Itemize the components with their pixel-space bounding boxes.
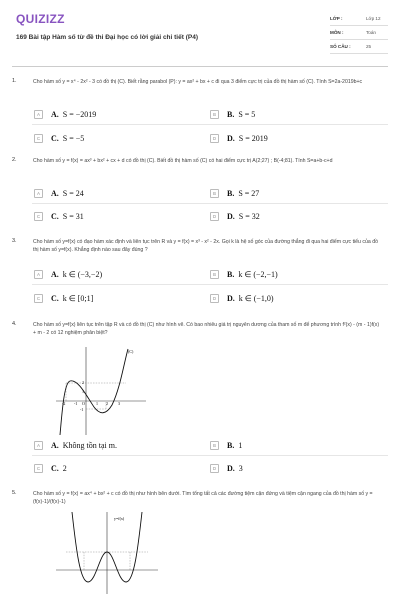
option-d[interactable] — [210, 208, 382, 224]
option-label: B. — [227, 109, 235, 119]
option-letter: C — [34, 212, 43, 221]
question-number: 1. — [12, 78, 17, 84]
option-label: C. — [51, 211, 59, 221]
option-letter: A — [34, 270, 43, 279]
option-label: D. — [227, 463, 235, 473]
meta-row-count — [330, 40, 388, 54]
meta-key: MÔN : — [330, 30, 344, 35]
option-a[interactable] — [34, 106, 206, 122]
option-divider — [32, 203, 388, 204]
option-value: k ∈ (−1,0) — [238, 293, 274, 303]
option-label: D. — [227, 133, 235, 143]
graph-label: y=f(x) — [114, 516, 125, 521]
question-text: Cho hàm số y=f(x) có đạo hàm xác định và liên tục trên R và y = f(x) = x³ - x² - 2x. Gọi k là hệ số góc của đường thẳng đi qua hai điểm cực tiểu của đồ thị hàm số y=f(x). Khẳng định nào sau đây đúng ? — [33, 239, 378, 253]
option-d[interactable] — [210, 130, 382, 146]
option-letter: A — [34, 441, 43, 450]
origin-label: O — [82, 401, 85, 406]
option-letter: D — [210, 212, 219, 221]
option-d[interactable] — [210, 290, 382, 306]
tick-label: 2 — [106, 401, 108, 406]
question-number: 4. — [12, 321, 17, 327]
question-text: Cho hàm số y = x⁴ - 2x² - 3 có đồ thị (C). Biết rằng parabol (P): y = ax² + bx + c đi qua 3 điểm cực trị của đồ thị hàm số (C). Tính S=2a-2019b+c — [33, 79, 363, 85]
header-divider — [12, 66, 388, 67]
option-label: C. — [51, 293, 59, 303]
option-label: C. — [51, 463, 59, 473]
tick-label: 3 — [118, 401, 120, 406]
option-letter: B — [210, 270, 219, 279]
option-value: k ∈ (−2,−1) — [238, 269, 278, 279]
graph-svg — [52, 343, 148, 439]
question-number: 3. — [12, 238, 17, 244]
meta-value: Lớp 12 — [366, 16, 381, 21]
option-label: C. — [51, 133, 59, 143]
option-value: 1 — [238, 440, 243, 450]
option-value: S = 31 — [62, 211, 84, 221]
option-value: S = 27 — [238, 188, 260, 198]
option-label: B. — [227, 440, 235, 450]
option-letter: D — [210, 134, 219, 143]
option-value: 2 — [62, 463, 67, 473]
option-letter: B — [210, 110, 219, 119]
option-letter: D — [210, 464, 219, 473]
question-number: 5. — [12, 490, 17, 496]
option-divider — [32, 124, 388, 125]
question-text: Cho hàm số y = f(x) = ax⁴ + bx² + c có đồ thị như hình bên dưới. Tìm tổng tất cả các đường tiệm cận đứng và tiệm cận ngang của đồ thị hàm số y = (f(x)-1)/(f(x)-1) — [33, 491, 373, 505]
option-a[interactable] — [34, 185, 206, 201]
meta-value: Toán — [366, 30, 376, 35]
worksheet-title: 169 Bài tập Hàm số từ đề thi Đại học có lời giải chi tiết (P4) — [16, 34, 198, 41]
option-value: S = −5 — [62, 133, 85, 143]
option-letter: A — [34, 189, 43, 198]
option-value: 3 — [238, 463, 243, 473]
option-value: S = 5 — [238, 109, 256, 119]
option-b[interactable] — [210, 437, 382, 453]
function-graph — [52, 508, 162, 596]
option-label: A. — [51, 188, 59, 198]
option-b[interactable] — [210, 266, 382, 282]
option-letter: B — [210, 441, 219, 450]
option-value: S = 32 — [238, 211, 260, 221]
tick-label: 1 — [96, 401, 98, 406]
function-graph — [52, 343, 148, 439]
option-value: S = 2019 — [238, 133, 268, 143]
option-a[interactable] — [34, 437, 206, 453]
tick-label: 1 — [82, 389, 84, 394]
option-letter: C — [34, 134, 43, 143]
meta-key: LỚP : — [330, 16, 343, 21]
tick-label: -1 — [80, 407, 84, 412]
meta-value: 25 — [366, 44, 372, 49]
question-number: 2. — [12, 157, 17, 163]
option-letter: B — [210, 189, 219, 198]
graph-svg — [52, 508, 162, 596]
option-value: k ∈ [0;1] — [62, 293, 94, 303]
graph-label: (C) — [128, 349, 134, 354]
option-label: B. — [227, 269, 235, 279]
option-value: S = 24 — [62, 188, 84, 198]
option-value: k ∈ (−3,−2) — [62, 269, 103, 279]
question-text: Cho hàm số y = f(x) = ax³ + bx² + cx + d có đồ thị (C). Biết đồ thị hàm số (C) có hai điểm cực trị A(2;27) ; B(-4;81). Tính S=a+b-c+d — [33, 158, 333, 164]
worksheet-header — [12, 10, 388, 62]
tick-label: -1 — [74, 401, 78, 406]
option-letter: C — [34, 464, 43, 473]
option-c[interactable] — [34, 460, 206, 476]
option-c[interactable] — [34, 290, 206, 306]
worksheet-meta — [330, 12, 388, 54]
option-d[interactable] — [210, 460, 382, 476]
tick-label: -2 — [62, 401, 66, 406]
option-label: B. — [227, 188, 235, 198]
option-label: A. — [51, 109, 59, 119]
option-letter: D — [210, 294, 219, 303]
option-a[interactable] — [34, 266, 206, 282]
option-divider — [32, 284, 388, 285]
question-text: Cho hàm số y=f(x) liên tục trên tập R và có đồ thị (C) như hình vẽ. Có bao nhiêu giá trị nguyên dương của tham số m để phương trình f²(x) - (m - 1)f(x) + m - 2 có 12 nghiệm phân biệt? — [33, 322, 380, 336]
option-label: A. — [51, 440, 59, 450]
option-label: D. — [227, 211, 235, 221]
option-b[interactable] — [210, 106, 382, 122]
tick-label: 2 — [82, 380, 84, 385]
option-value: S = −2019 — [62, 109, 97, 119]
option-label: D. — [227, 293, 235, 303]
option-letter: A — [34, 110, 43, 119]
curve-c — [60, 349, 128, 435]
option-value: Không tồn tại m. — [62, 440, 117, 450]
meta-row-subject — [330, 26, 388, 40]
option-letter: C — [34, 294, 43, 303]
option-label: A. — [51, 269, 59, 279]
option-c[interactable] — [34, 208, 206, 224]
quizizz-logo: QUIZIZZ — [16, 12, 65, 26]
option-b[interactable] — [210, 185, 382, 201]
meta-key: SỐ CÂU : — [330, 44, 351, 49]
meta-row-class — [330, 12, 388, 26]
option-divider — [32, 455, 388, 456]
option-c[interactable] — [34, 130, 206, 146]
